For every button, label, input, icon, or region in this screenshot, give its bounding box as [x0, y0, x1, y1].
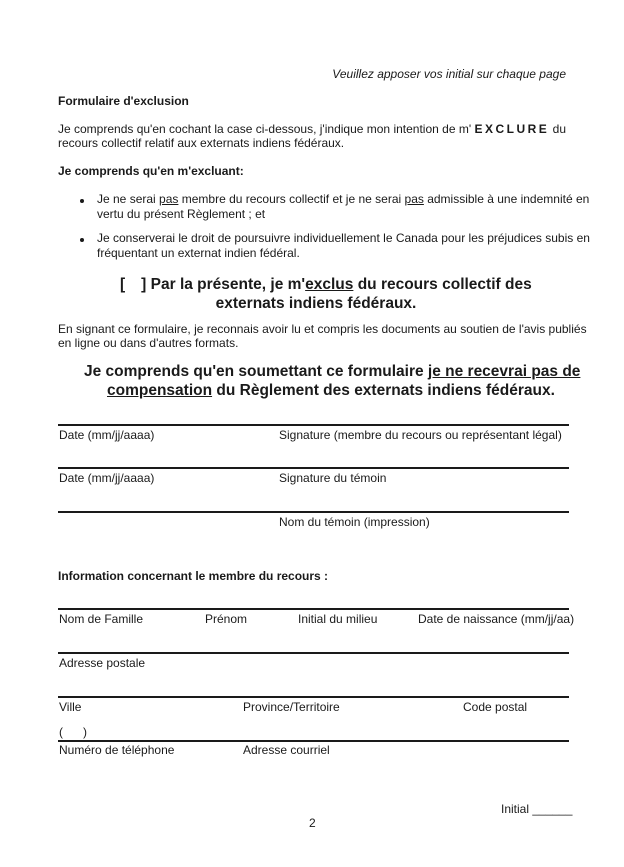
address-line[interactable] [58, 652, 569, 654]
bullet-2-line-1: Je conserverai le droit de poursuivre individuellement le Canada pour les préjudices subis en [97, 231, 590, 245]
opt-out-checkbox-line-1 [120, 275, 532, 294]
compensation-text-before: Je comprends qu'en soumettant ce formulaire [84, 363, 428, 380]
city-line[interactable] [58, 696, 569, 698]
bullet-1-pas-1: pas [159, 192, 179, 206]
checkbox-bracket-open: [ [120, 276, 126, 293]
bullet-icon [80, 238, 84, 242]
date-label-1: Date (mm/jj/aaaa) [59, 428, 155, 442]
compensation-notice-line-1 [84, 362, 580, 381]
bullet-1-text-c: admissible à une indemnité en [423, 192, 590, 206]
city-label: Ville [59, 700, 82, 714]
bullet-1-line-2: vertu du présent Règlement ; et [97, 207, 266, 221]
intro-du: du [552, 122, 566, 136]
page-number: 2 [309, 816, 316, 830]
acknowledgement-line-2: en ligne ou dans d'autres formats. [58, 336, 239, 350]
birth-date-label: Date de naissance (mm/jj/aa) [418, 612, 575, 626]
intro-line-1 [58, 122, 566, 137]
checkbox-bracket-close: ] [141, 276, 147, 293]
compensation-text-after: du Règlement des externats indiens fédéraux. [212, 382, 555, 399]
bullet-1-text-b: membre du recours collectif et je ne serai [178, 192, 405, 206]
witness-name-line[interactable] [58, 511, 569, 513]
member-signature-label: Signature (membre du recours ou représentant légal) [279, 428, 562, 442]
bullet-icon [80, 199, 84, 203]
initial-blank: ______ [532, 802, 573, 816]
understanding-heading: Je comprends qu'en m'excluant: [58, 164, 244, 178]
signature-line-1[interactable] [58, 424, 569, 426]
initial-instruction: Veuillez apposer vos initial sur chaque page [332, 67, 566, 81]
acknowledgement-line-1: En signant ce formulaire, je reconnais avoir lu et compris les documents au soutien de l'avis publiés [58, 322, 587, 336]
bullet-1-pas-2: pas [404, 192, 424, 206]
phone-label: Numéro de téléphone [59, 743, 175, 757]
witness-name-label: Nom du témoin (impression) [279, 515, 430, 529]
member-info-heading: Information concernant le membre du recours : [58, 569, 329, 583]
opt-out-line-2: externats indiens fédéraux. [215, 295, 417, 312]
opt-out-text-after: du recours collectif des [353, 276, 532, 293]
last-name-label: Nom de Famille [59, 612, 144, 626]
middle-initial-label: Initial du milieu [298, 612, 378, 626]
exclus-underlined: exclus [305, 276, 354, 293]
exclure-emphasis: EXCLURE [474, 122, 550, 136]
date-label-2: Date (mm/jj/aaaa) [59, 471, 155, 485]
signature-line-2[interactable] [58, 467, 569, 469]
bullet-1-line-1 [97, 192, 589, 207]
phone-line[interactable] [58, 740, 569, 742]
form-title: Formulaire d'exclusion [58, 94, 189, 108]
name-line[interactable] [58, 608, 569, 610]
compensation-underlined-1: je ne recevrai pas de [427, 363, 581, 380]
opt-out-text-before: Par la présente, je m' [150, 276, 306, 293]
intro-line-2: recours collectif relatif aux externats indiens fédéraux. [58, 136, 345, 150]
bullet-2-line-2: fréquentant un externat indien fédéral. [97, 246, 300, 260]
first-name-label: Prénom [205, 612, 248, 626]
initial-field[interactable] [501, 802, 572, 817]
bullet-1-text-a: Je ne serai [97, 192, 160, 206]
email-label: Adresse courriel [243, 743, 330, 757]
compensation-underlined-2: compensation [107, 382, 213, 399]
initial-label: Initial [501, 802, 530, 816]
intro-text: Je comprends qu'en cochant la case ci-dessous, j'indique mon intention de m' [58, 122, 472, 136]
province-label: Province/Territoire [243, 700, 340, 714]
opt-out-checkbox[interactable] [120, 276, 146, 293]
compensation-notice-line-2 [107, 381, 555, 400]
postal-address-label: Adresse postale [59, 656, 146, 670]
postal-code-label: Code postal [463, 700, 528, 714]
phone-area-code: ( ) [59, 725, 87, 739]
witness-signature-label: Signature du témoin [279, 471, 387, 485]
